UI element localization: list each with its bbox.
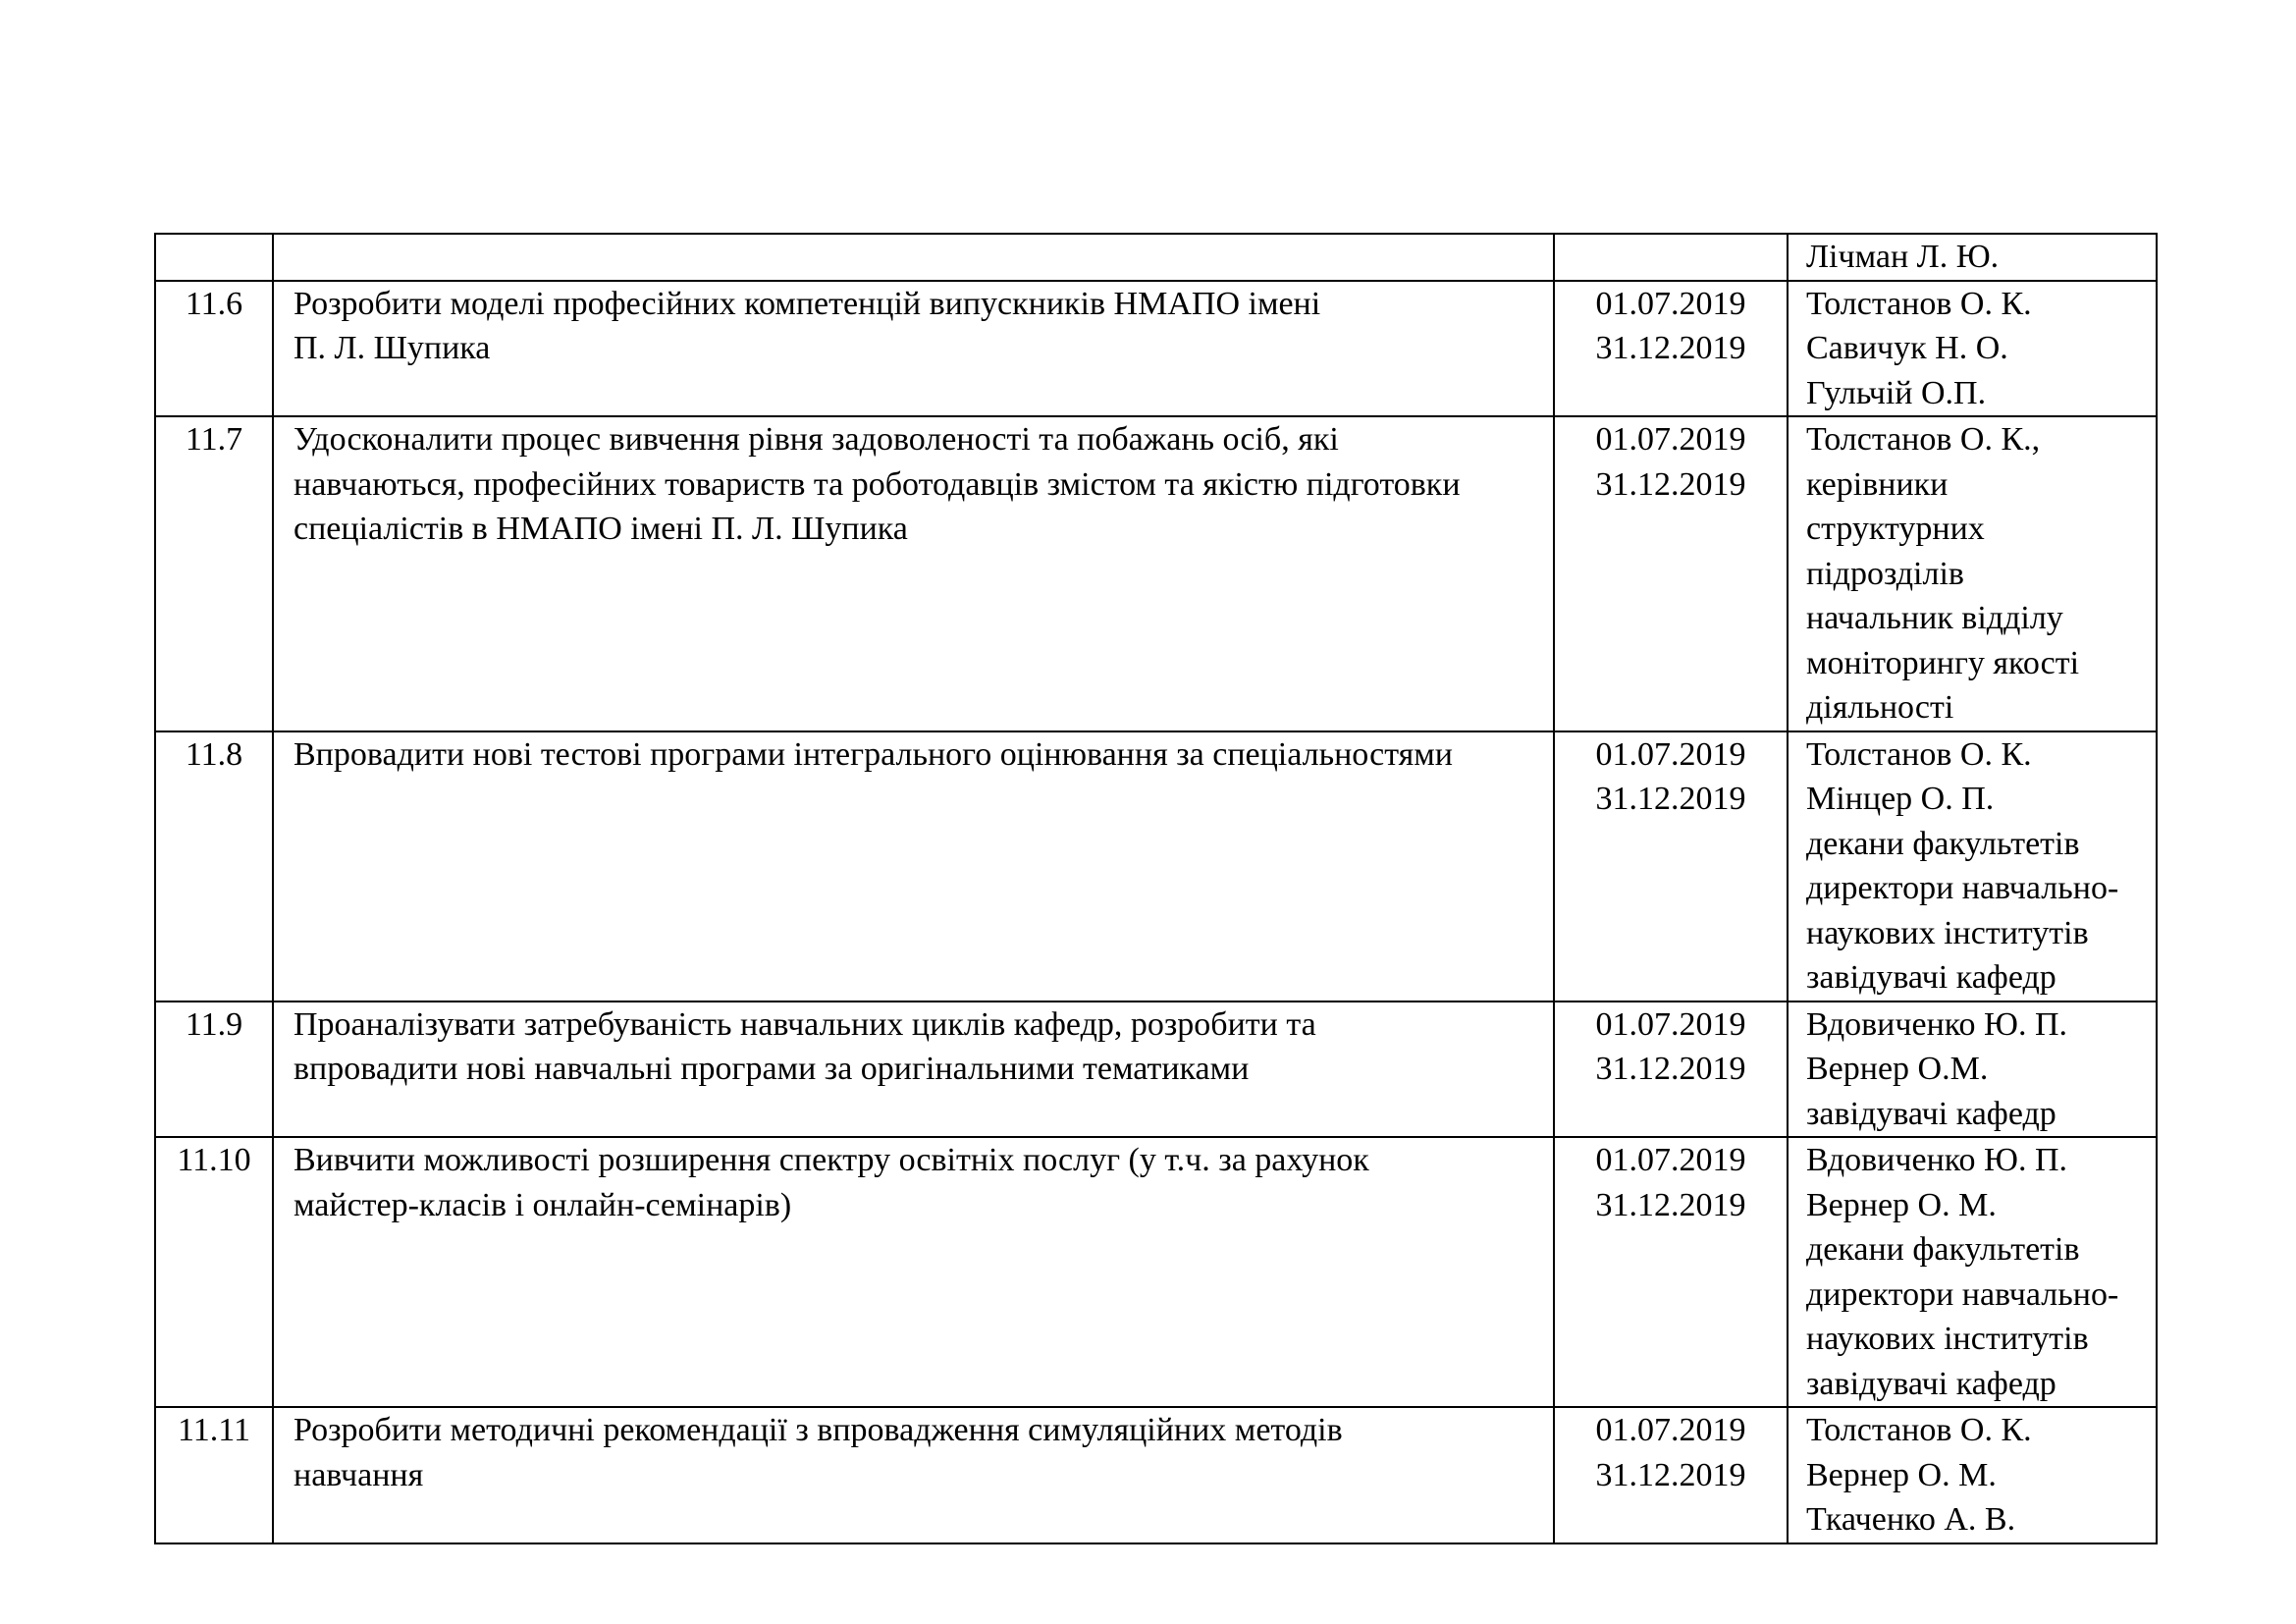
task-text-line: майстер-класів і онлайн-семінарів) <box>294 1186 792 1223</box>
responsible-person: наукових інститутів <box>1806 1321 2089 1357</box>
task-cell <box>273 281 1554 417</box>
responsible-person: декани факультетів <box>1806 1231 2080 1268</box>
responsible-cell <box>1788 731 2157 1001</box>
table-row <box>155 731 2157 1001</box>
end-date: 31.12.2019 <box>1595 465 1746 503</box>
table-row <box>155 234 2157 281</box>
responsible-person: Толстанов О. К. <box>1806 735 2032 773</box>
responsible-person: Вдовиченко Ю. П. <box>1806 1005 2068 1043</box>
task-text-line: навчання <box>294 1456 424 1493</box>
responsible-person: наукових інститутів <box>1806 914 2089 951</box>
task-text-line: впровадити нові навчальні програми за оригінальними тематиками <box>294 1051 1250 1087</box>
responsible-person: завідувачі кафедр <box>1806 1365 2056 1402</box>
responsible-person: Лічман Л. Ю. <box>1806 239 2000 275</box>
responsible-person: Толстанов О. К. <box>1806 1412 2032 1448</box>
task-cell <box>273 731 1554 1001</box>
responsible-cell <box>1788 1407 2157 1543</box>
start-date: 01.07.2019 <box>1595 1412 1746 1448</box>
responsible-person: Вернер О. М. <box>1806 1456 1997 1493</box>
task-text-line: Впровадити нові тестові програми інтегрального оцінювання за спеціальностями <box>294 735 1454 773</box>
table-row <box>155 1407 2157 1543</box>
responsible-person: Вдовиченко Ю. П. <box>1806 1142 2068 1178</box>
item-number-cell: 11.10 <box>155 1137 273 1407</box>
task-cell <box>273 416 1554 731</box>
start-date: 01.07.2019 <box>1595 1005 1746 1043</box>
task-cell <box>273 234 1554 281</box>
table-row <box>155 1137 2157 1407</box>
task-text-line: навчаються, професійних товариств та роботодавців змістом та якістю підготовки <box>294 465 1461 503</box>
deadline-cell <box>1554 234 1788 281</box>
start-date: 01.07.2019 <box>1595 285 1746 322</box>
responsible-person: підрозділів <box>1806 555 1964 592</box>
start-date: 01.07.2019 <box>1595 735 1746 773</box>
task-cell <box>273 1001 1554 1138</box>
responsible-person: Вернер О.М. <box>1806 1051 1989 1087</box>
responsible-person: завідувачі кафедр <box>1806 959 2056 996</box>
task-text-line: Розробити моделі професійних компетенцій випускників НМАПО імені <box>294 285 1321 322</box>
responsible-person: Вернер О. М. <box>1806 1186 1997 1223</box>
deadline-cell <box>1554 1137 1788 1407</box>
task-text-line: Удосконалити процес вивчення рівня задоволеності та побажань осіб, які <box>294 421 1339 458</box>
responsible-cell <box>1788 281 2157 417</box>
item-number-cell <box>155 234 273 281</box>
deadline-cell <box>1554 731 1788 1001</box>
task-text-line: Вивчити можливості розширення спектру освітніх послуг (у т.ч. за рахунок <box>294 1142 1369 1178</box>
responsible-person: Толстанов О. К. <box>1806 285 2032 322</box>
responsible-person: завідувачі кафедр <box>1806 1095 2056 1132</box>
responsible-person: Мінцер О. П. <box>1806 781 1995 817</box>
task-text-line: спеціалістів в НМАПО імені П. Л. Шупика <box>294 511 908 547</box>
action-plan-table <box>154 233 2158 1544</box>
task-cell <box>273 1407 1554 1543</box>
task-text-line: Розробити методичні рекомендації з впровадження симуляційних методів <box>294 1412 1343 1448</box>
deadline-cell <box>1554 281 1788 417</box>
deadline-cell <box>1554 1407 1788 1543</box>
responsible-person: Ткаченко А. В. <box>1806 1501 2016 1538</box>
end-date: 31.12.2019 <box>1595 330 1746 366</box>
responsible-person: Толстанов О. К., <box>1806 421 2041 458</box>
responsible-cell <box>1788 234 2157 281</box>
responsible-person: директори навчально- <box>1806 870 2119 906</box>
responsible-person: структурних <box>1806 511 1985 547</box>
responsible-person: керівники <box>1806 465 1949 503</box>
start-date: 01.07.2019 <box>1595 421 1746 458</box>
item-number-cell: 11.9 <box>155 1001 273 1138</box>
item-number-cell: 11.11 <box>155 1407 273 1543</box>
task-text-line: П. Л. Шупика <box>294 330 491 366</box>
table-row <box>155 416 2157 731</box>
table-row <box>155 1001 2157 1138</box>
item-number-cell: 11.8 <box>155 731 273 1001</box>
responsible-person: директори навчально- <box>1806 1275 2119 1313</box>
deadline-cell <box>1554 1001 1788 1138</box>
item-number-cell: 11.6 <box>155 281 273 417</box>
responsible-person: моніторингу якості <box>1806 644 2080 681</box>
table-row <box>155 281 2157 417</box>
deadline-cell <box>1554 416 1788 731</box>
end-date: 31.12.2019 <box>1595 781 1746 817</box>
end-date: 31.12.2019 <box>1595 1456 1746 1493</box>
responsible-person: Гульчій О.П. <box>1806 374 1987 411</box>
responsible-cell <box>1788 416 2157 731</box>
task-text-line: Проаналізувати затребуваність навчальних циклів кафедр, розробити та <box>294 1005 1316 1043</box>
task-cell <box>273 1137 1554 1407</box>
end-date: 31.12.2019 <box>1595 1051 1746 1087</box>
end-date: 31.12.2019 <box>1595 1186 1746 1223</box>
start-date: 01.07.2019 <box>1595 1142 1746 1178</box>
responsible-cell <box>1788 1001 2157 1138</box>
responsible-cell <box>1788 1137 2157 1407</box>
responsible-person: Савичук Н. О. <box>1806 330 2008 366</box>
responsible-person: діяльності <box>1806 689 1954 726</box>
responsible-person: декани факультетів <box>1806 825 2080 862</box>
responsible-person: начальник відділу <box>1806 600 2063 636</box>
item-number-cell: 11.7 <box>155 416 273 731</box>
